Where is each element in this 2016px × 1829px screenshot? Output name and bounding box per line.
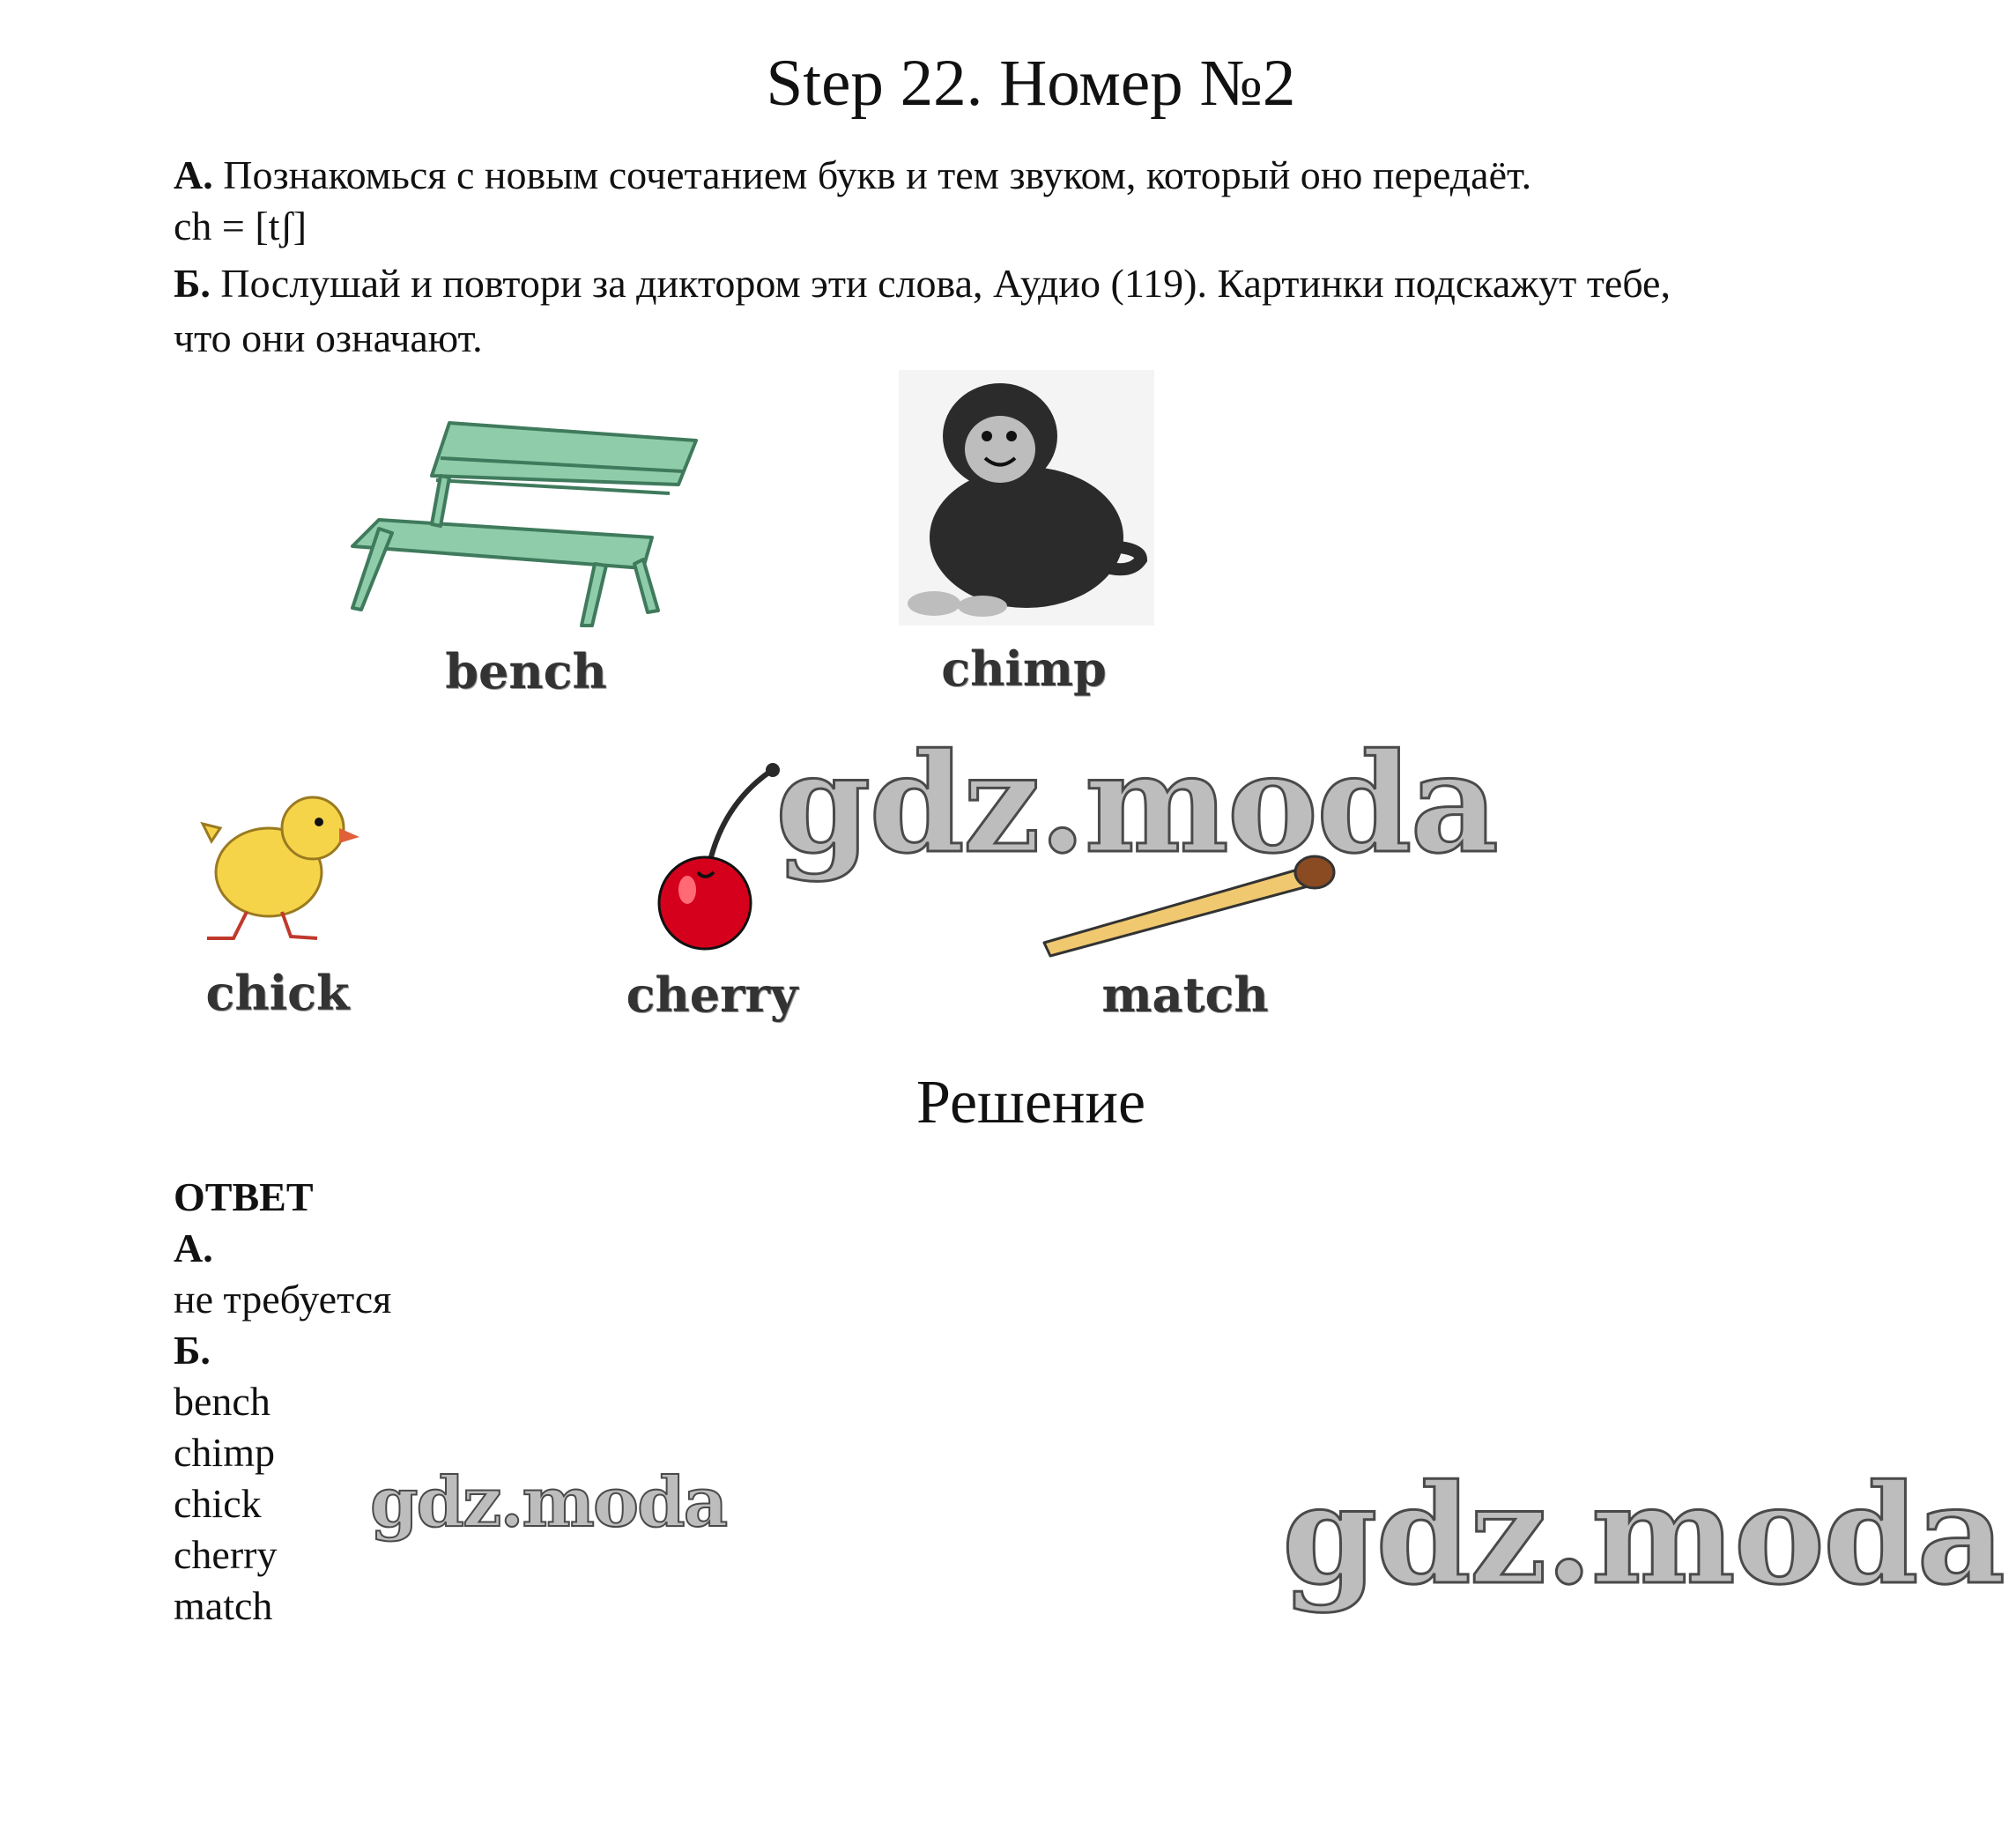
task-a-sound: ch = [tʃ]	[174, 204, 308, 248]
answer-word: chimp	[174, 1430, 275, 1475]
task-b-text: Послушай и повтори за диктором эти слова, Аудио (119). Картинки подскажут тебе,	[210, 261, 1671, 306]
answer-b-label: Б.	[174, 1328, 211, 1373]
answer-word: chick	[174, 1481, 262, 1526]
picture-label-chick: chick	[205, 965, 350, 1021]
picture-label-bench: bench	[445, 643, 607, 700]
answer-a-value: не требуется	[174, 1277, 392, 1322]
task-a-label: А.	[174, 152, 213, 197]
answer-word: bench	[174, 1379, 271, 1424]
task-b-text-continued: что они означают.	[174, 315, 483, 360]
watermark-bottom: gdz.moda	[1282, 1454, 2004, 1615]
chimp-icon	[899, 370, 1154, 626]
answer-word: cherry	[174, 1532, 278, 1577]
picture-label-cherry: cherry	[626, 966, 798, 1023]
task-a-text: Познакомься с новым сочетанием букв и тем звуком, который оно передаёт.	[212, 152, 1532, 197]
picture-label-match: match	[1101, 966, 1269, 1023]
task-a	[174, 150, 1531, 201]
solution-title: Решение	[915, 1069, 1146, 1137]
task-b-label: Б.	[174, 261, 211, 306]
task-b	[174, 258, 1671, 309]
watermark-small: gdz.moda	[370, 1462, 727, 1543]
picture-label-chimp: chimp	[941, 641, 1107, 697]
answer-word: match	[174, 1583, 273, 1628]
bench-icon	[344, 414, 714, 634]
page-title: Step 22. Номер №2	[766, 47, 1296, 120]
answer-heading: ОТВЕТ	[174, 1174, 314, 1219]
chick-icon	[194, 789, 370, 947]
answer-a-label: А.	[174, 1226, 213, 1270]
cherry-icon	[652, 758, 793, 952]
watermark-top: gdz.moda	[775, 722, 1497, 884]
